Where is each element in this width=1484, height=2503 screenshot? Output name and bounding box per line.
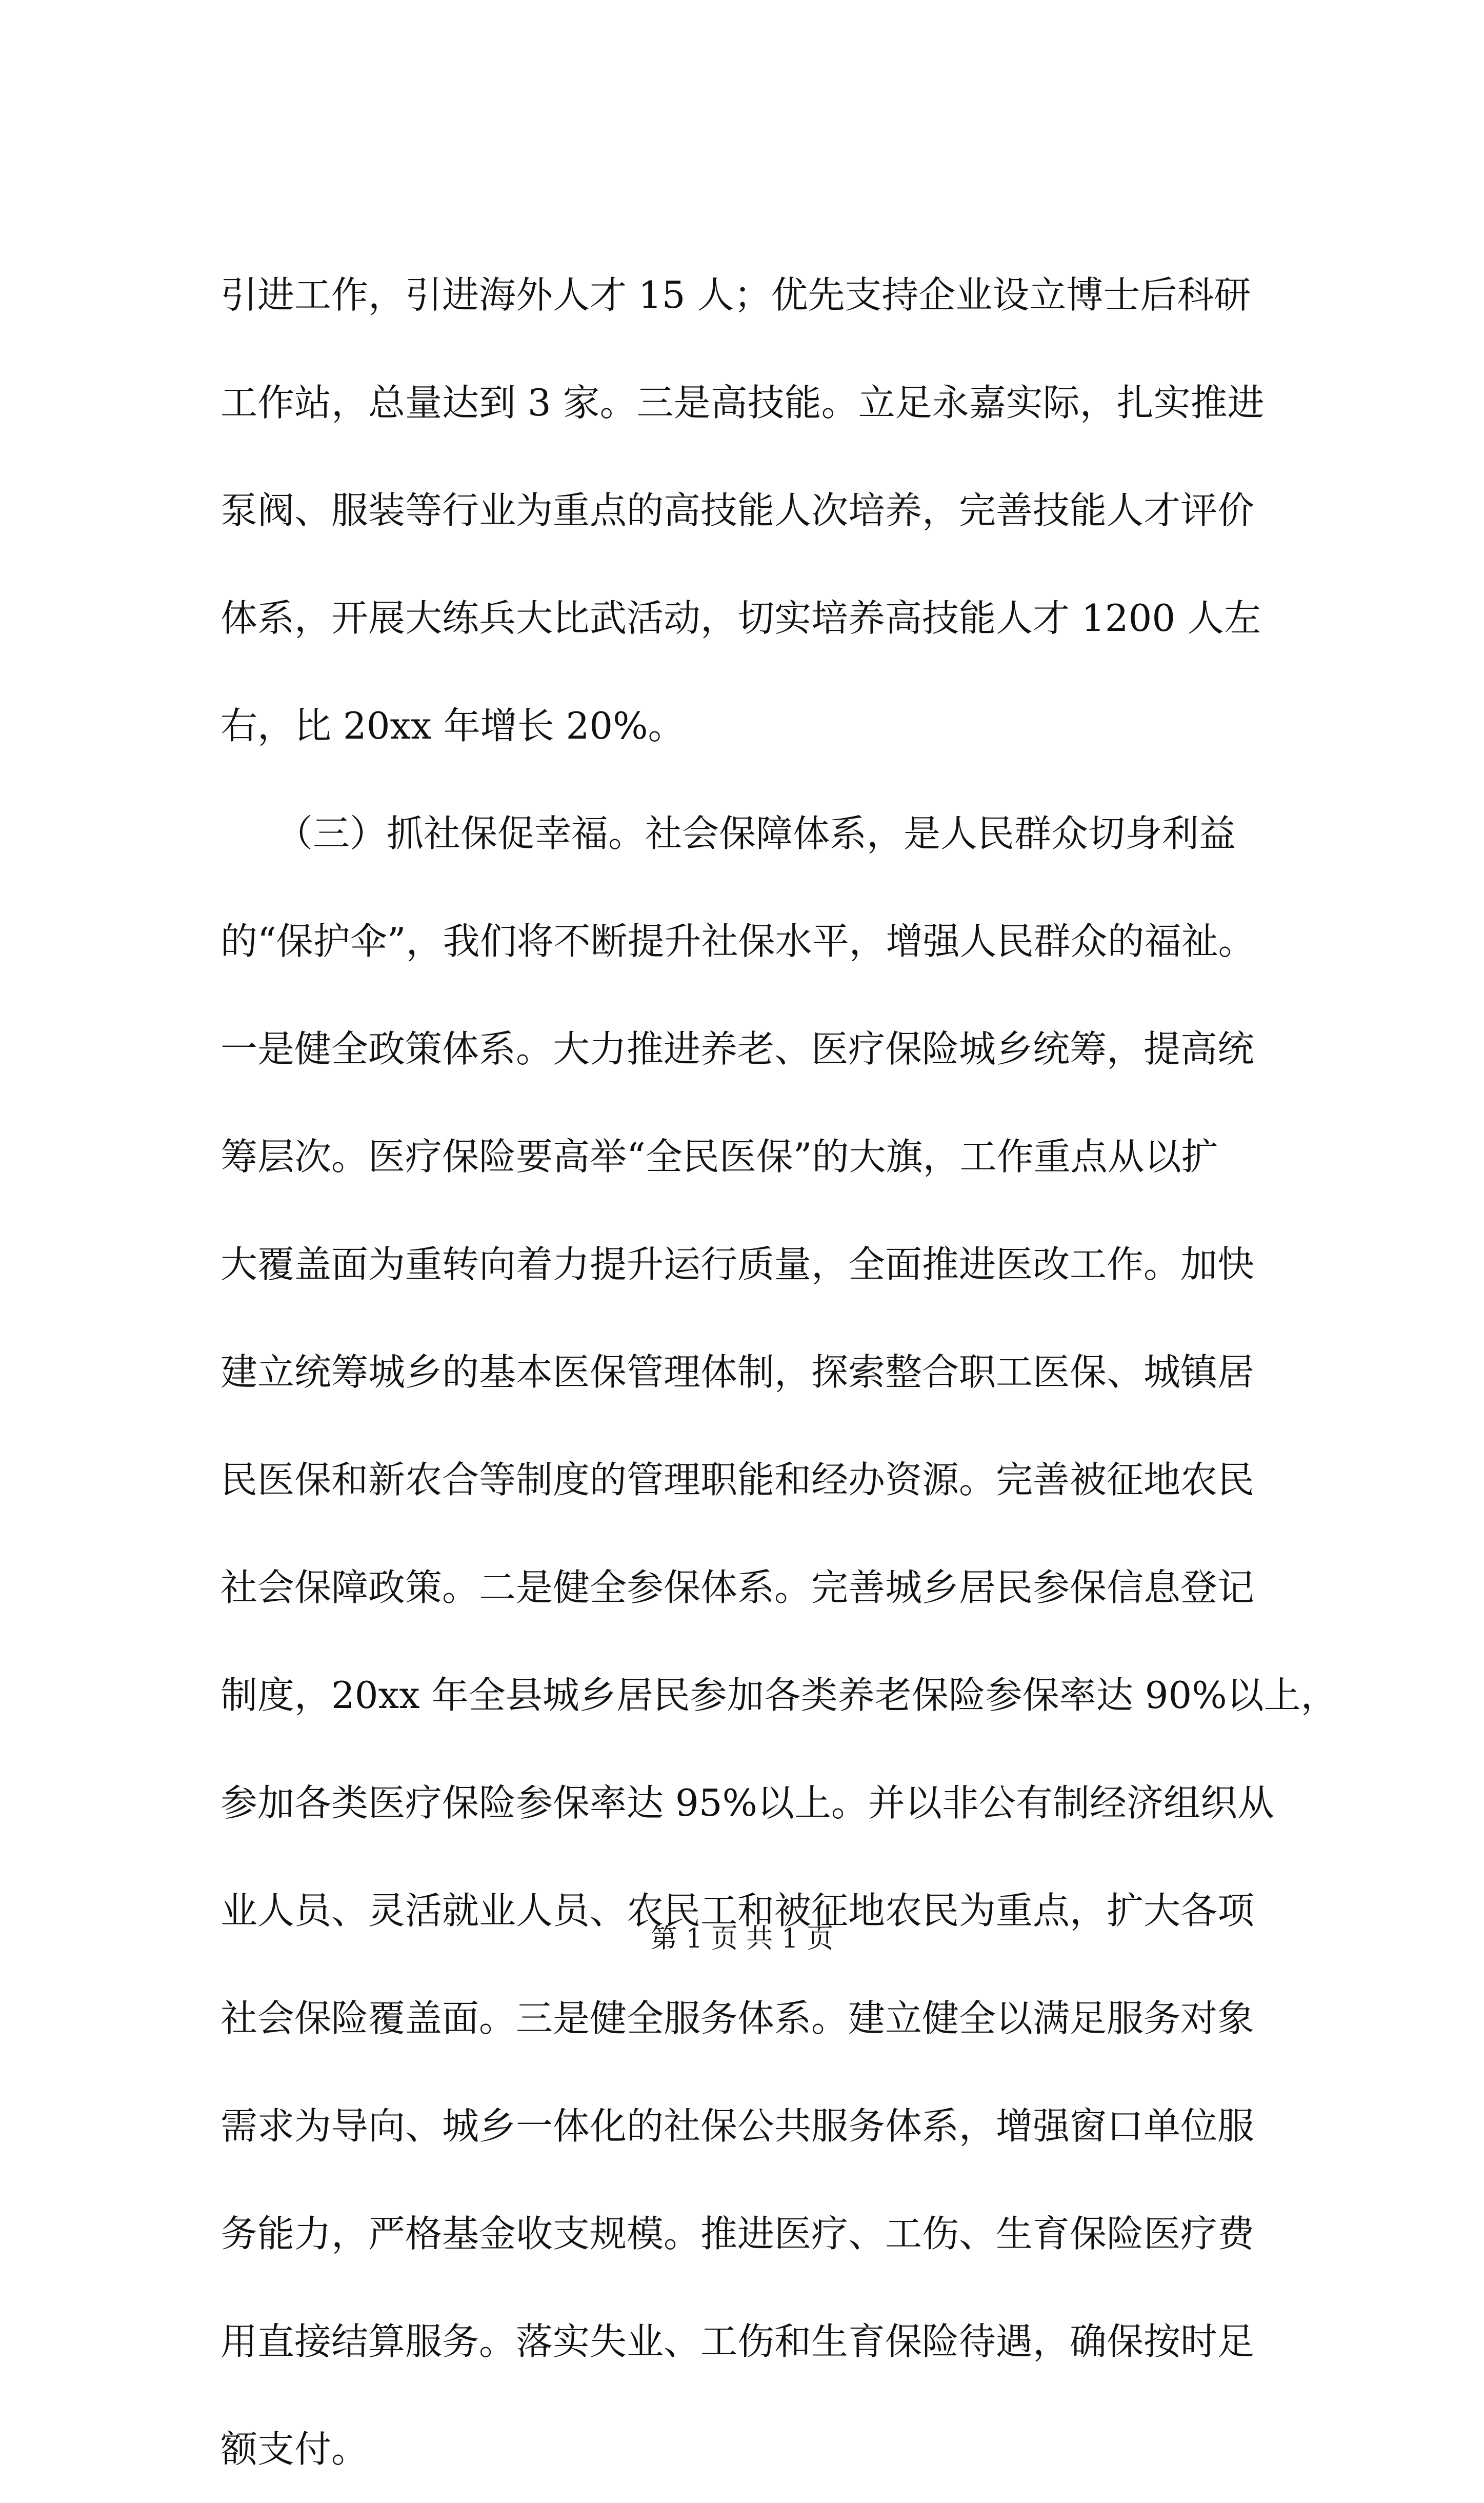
text-line: 大覆盖面为重转向着力提升运行质量，全面推进医改工作。加快	[220, 1243, 1255, 1286]
text-line: 筹层次。医疗保险要高举“全民医保”的大旗，工作重点从以扩	[220, 1135, 1218, 1178]
text-line: 的“保护伞”，我们将不断提升社保水平，增强人民群众的福祉。	[220, 920, 1255, 963]
text-line: 务能力，严格基金收支规模。推进医疗、工伤、生育保险医疗费	[220, 2212, 1255, 2255]
text-line: 建立统筹城乡的基本医保管理体制，探索整合职工医保、城镇居	[220, 1350, 1255, 1394]
text-line: 体系，开展大练兵大比武活动，切实培养高技能人才 1200 人左	[220, 597, 1261, 640]
text-line: 右，比 20xx 年增长 20%。	[220, 704, 685, 747]
page-footer	[0, 1918, 1484, 1959]
text-line: 民医保和新农合等制度的管理职能和经办资源。完善被征地农民	[220, 1458, 1255, 1501]
text-line: 额支付。	[220, 2428, 369, 2471]
text-line: 引进工作，引进海外人才 15 人；优先支持企业设立博士后科研	[220, 273, 1251, 316]
text-line: 参加各类医疗保险参保率达 95%以上。并以非公有制经济组织从	[220, 1781, 1274, 1824]
text-line: 社会保障政策。二是健全参保体系。完善城乡居民参保信息登记	[220, 1566, 1255, 1609]
text-line: 一是健全政策体系。大力推进养老、医疗保险城乡统筹，提高统	[220, 1027, 1255, 1070]
text-line: 需求为导向、城乡一体化的社保公共服务体系，增强窗口单位服	[220, 2104, 1255, 2148]
text-line: 业人员、灵活就业人员、农民工和被征地农民为重点，扩大各项	[220, 1889, 1255, 1932]
document-body	[220, 241, 1338, 2503]
section-heading-line: （三）抓社保促幸福。社会保障体系，是人民群众切身利益	[220, 812, 1236, 855]
page-number-label: 第 1 页 共 1 页	[650, 1923, 834, 1954]
text-line: 社会保险覆盖面。三是健全服务体系。建立健全以满足服务对象	[220, 1997, 1255, 2040]
text-line: 制度，20xx 年全县城乡居民参加各类养老保险参保率达 90%以上，	[220, 1674, 1338, 1717]
text-line: 用直接结算服务。落实失业、工伤和生育保险待遇，确保按时足	[220, 2320, 1255, 2363]
text-line: 工作站，总量达到 3 家。三是高技能。立足永嘉实际，扎实推进	[220, 381, 1265, 424]
text-line: 泵阀、服装等行业为重点的高技能人次培养，完善技能人才评价	[220, 489, 1255, 532]
